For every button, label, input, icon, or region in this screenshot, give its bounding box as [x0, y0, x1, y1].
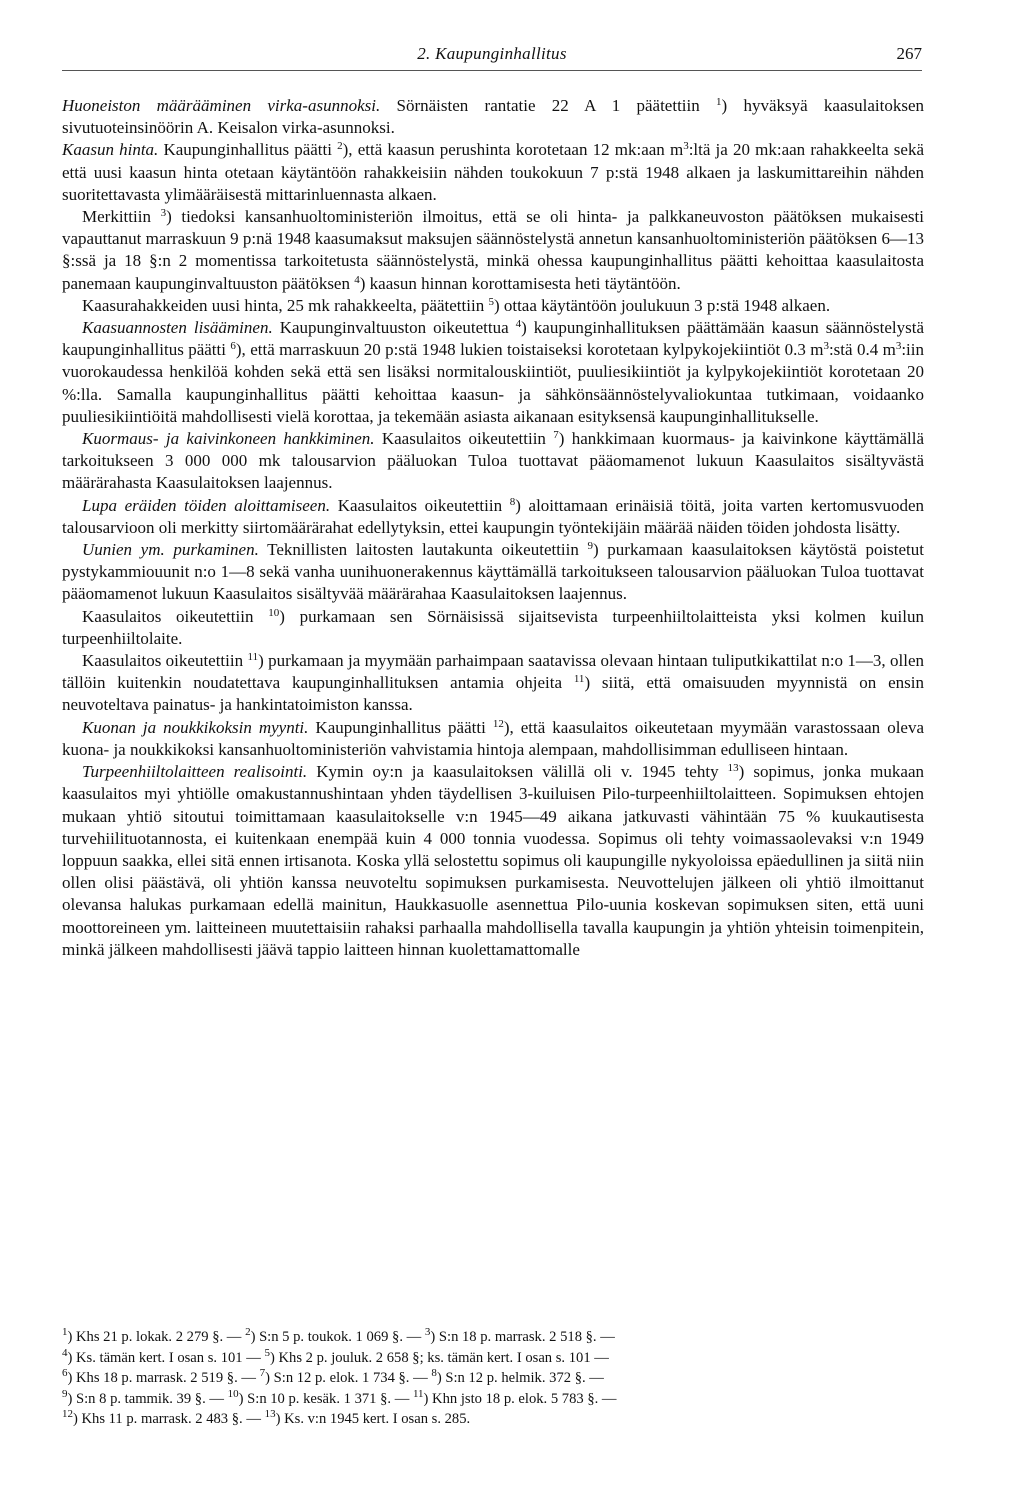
paragraph-text: ), että kaasun perushinta korotetaan 12 mk:aan m: [342, 140, 684, 160]
footnote-text: ) S:n 5 p. toukok. 1 069 §. —: [250, 1329, 425, 1345]
footnote-number: 6: [62, 1368, 68, 1380]
footnote-number: 9: [62, 1388, 68, 1400]
footnote-text: ) Khn jsto 18 p. elok. 5 783 §. —: [423, 1390, 617, 1407]
paragraph-heading: Kuormaus- ja kaivinkoneen hankkiminen.: [82, 429, 375, 449]
paragraph-text: ) hyväksyä kaasulaitoksen sivutuoteinsinöörin A. Keisalon virka-asunnoksi.: [62, 96, 925, 138]
footnote-number: 10: [227, 1388, 239, 1400]
footnote-ref: 4: [354, 273, 360, 286]
footnote-line: [62, 1368, 924, 1389]
paragraph-heading: Uunien ym. purkaminen.: [82, 540, 259, 560]
paragraph-text: :iin vuorokaudessa henkilöä kohden sekä että sen lisäksi normitalouskiintiöt, puuliesikiintiöt ja kylpykojekiintiöt korotetaan 20 %:lla. Samalla kaupunginhallitus päätti kehoittaa kaasun- ja sähkönsäännöstelyvaliokuntaa tutkimaan, voidaanko puuliesikiintiöitä mahdollisesti vielä korottaa, ja tekemään asiasta aikanaan esityksensä kaupunginhallitukselle.: [62, 340, 924, 426]
footnote-ref: 8: [509, 495, 516, 508]
paragraph-text: ) ottaa käytäntöön joulukuun 3 p:stä 1948 alkaen.: [493, 295, 831, 315]
footnote-number: 11: [412, 1388, 424, 1400]
footnote-ref: 11: [247, 651, 259, 664]
paragraph-text: :ltä ja 20 mk:aan rahakkeelta sekä että uusi kaasun hinta otetaan käytäntöön rahakkeisiin nähden toukokuun 7 p:stä 1948 alkaen ja laskumittareihin nähden suoritettavasta ylimääräisestä mittarinluennasta alkaen.: [62, 140, 925, 204]
paragraph-text: Kaupunginhallitus päätti: [158, 140, 338, 160]
paragraph-text: ) siitä, että omaisuuden myynnistä on ensin neuvoteltava painatus- ja hankintatoimiston kanssa.: [62, 673, 924, 715]
paragraph-text: ) purkamaan ja myymään parhaimpaan saatavissa olevaan hintaan tuliputkikattilat n:o 1—3, ollen tällöin kuitenkin noudatettava kaupunginhallituksen antamia ohjeita: [62, 651, 925, 693]
paragraph-text: Kaasurahakkeiden uusi hinta, 25 mk rahakkeelta, päätettiin: [82, 295, 489, 315]
footnote-line: [62, 1389, 924, 1410]
section-title: 2. Kaupunginhallitus: [417, 44, 567, 63]
footnote-line: [62, 1348, 924, 1369]
footnotes: [62, 1327, 924, 1430]
footnote-number: 1: [62, 1327, 68, 1338]
paragraph-text: Kaasulaitos oikeutettiin: [82, 606, 269, 626]
footnote-ref: 5: [488, 295, 494, 308]
footnote-text: ) S:n 18 p. marrask. 2 518 §. —: [430, 1329, 615, 1345]
paragraph-text: Kaasulaitos oikeutettiin: [82, 651, 248, 671]
footnote-line: [62, 1327, 924, 1348]
paragraph-text: Merkittiin: [82, 207, 161, 227]
paragraph: [62, 606, 924, 650]
paragraph-text: Teknillisten laitosten lautakunta oikeutettiin: [258, 540, 588, 560]
paragraph: [62, 295, 924, 317]
footnote-number: 12: [62, 1409, 73, 1421]
paragraph: [62, 206, 924, 295]
footnote-text: ) Khs 2 p. jouluk. 2 658 §; ks. tämän kert. I osan s. 101 —: [269, 1349, 609, 1366]
footnote-ref: 1: [716, 96, 722, 108]
paragraph-text: ) hankkimaan kuormaus- ja kaivinkone käyttämällä tarkoitukseen 3 000 000 mk talousarvion pääluokan Tuloa tuottavat pääomamenot lukuun Kaasulaitos sisältyvästä määrärahasta Kaasulaitoksen laajennus.: [62, 429, 924, 493]
footnote-ref: 7: [553, 429, 559, 442]
footnote-ref: 11: [573, 673, 585, 686]
paragraph-text: ) kaasun hinnan korottamisesta heti täytäntöön.: [359, 273, 681, 293]
paragraph-text: Kaasulaitos oikeutettiin: [374, 429, 554, 449]
paragraph: [62, 495, 924, 539]
footnote-ref: 6: [230, 340, 236, 353]
paragraph-text: Kymin oy:n ja kaasulaitoksen välillä oli v. 1945 tehty: [307, 762, 728, 782]
unit-superscript: 3: [683, 140, 689, 153]
footnote-line: [62, 1409, 924, 1430]
footnote-ref: 2: [337, 140, 343, 153]
footnote-text: ) Ks. v:n 1945 kert. I osan s. 285.: [275, 1411, 471, 1428]
paragraph: [62, 650, 924, 717]
paragraph-text: ) kaupunginhallituksen päättämään kaasun säännöstelystä kaupunginhallitus päätti: [62, 318, 924, 360]
footnote-number: 7: [259, 1368, 266, 1380]
paragraph-text: Kaupunginvaltuuston oikeutettua: [272, 318, 516, 338]
footnote-ref: 10: [268, 606, 280, 619]
paragraph-text: Kaasulaitos oikeutettiin: [330, 495, 510, 515]
running-header: [62, 44, 922, 71]
paragraph: [62, 428, 924, 495]
footnote-ref: 3: [160, 207, 167, 220]
paragraph-text: Kaupunginhallitus päätti: [308, 717, 493, 737]
paragraph: [62, 539, 924, 606]
footnote-number: 3: [424, 1327, 431, 1338]
footnote-text: ) S:n 8 p. tammik. 39 §. —: [67, 1390, 228, 1407]
paragraph-heading: Lupa eräiden töiden aloittamiseen.: [82, 495, 331, 515]
paragraph-text: ), että kaasulaitos oikeutetaan myymään varastossaan oleva kuona- ja noukkikoksi kansanhuoltoministeriön vahvistamia hintoja alempaan, mahdollisimman edulliseen hintaan.: [62, 717, 925, 759]
footnote-ref: 13: [727, 762, 739, 775]
footnote-text: ) S:n 12 p. helmik. 372 §. —: [436, 1370, 604, 1387]
paragraph-text: :stä 0.4 m: [828, 340, 896, 360]
footnote-number: 13: [264, 1409, 276, 1421]
paragraph-heading: Huoneiston määrääminen virka-asunnoksi.: [62, 96, 381, 115]
unit-superscript: 3: [895, 340, 902, 353]
paragraph: [62, 139, 924, 206]
footnote-text: ) S:n 12 p. elok. 1 734 §. —: [265, 1370, 432, 1387]
paragraph-text: ) sopimus, jonka mukaan kaasulaitos myi yhtiölle omakustannushintaan yhden täydellisen 3-kuiluisen Pilo-turpeenhiiltolaitteen. Sopimuksen ehtojen mukaan yhtiö sitoutui toimittamaan kaasulaitokselle v:n 1945—49 aikana jatkuvasti vähintään 75 % kuukautisesta turvehiilituotannosta, ei kuitenkaan enempää kuin 4 000 tonnia vuodessa. Sopimus oli tehty voimassaolevaksi v:n 1949 loppuun saakka, ellei sitä ennen irtisanota. Koska yllä selostettu sopimus oli kaupungille nykyoloissa epäedullinen ja siitä niin ollen olisi päästävä, oli yhtiön kanssa neuvoteltu sopimuksen purkamisesta. Neuvottelujen jälkeen oli yhtiö ilmoittanut olevansa halukas purkamaan edellä mainitun, Haukkasuolle asennettua Pilo-uunia koskevan sopimuksen siten, että uuni moottoreineen ym. laitteineen muutettaisiin rahaksi parhaalla mahdollisella tavalla kaupungin ja yhtiön yhteisin toimenpitein, minkä jälkeen mahdollisesti jäävä tappio laitteen hinnan kuolettamattomalle: [62, 762, 924, 959]
footnote-ref: 9: [587, 540, 594, 553]
body-text: [62, 95, 924, 961]
footnote-ref: 4: [515, 318, 522, 331]
footnote-number: 4: [62, 1347, 68, 1359]
paragraph-heading: Turpeenhiiltolaitteen realisointi.: [82, 762, 308, 782]
paragraph-text: ) tiedoksi kansanhuoltoministeriön ilmoitus, että se oli hinta- ja palkkaneuvoston päätöksen mukaisesti vapauttanut marraskuun 9 p:nä 1948 kaasumaksut maksujen säännöstelystä annetun kansanhuoltoministeriön päätöksen 6—13 §:ssä ja 18 §:n 2 momentissa tarkoitetusta säännöstelystä, minkä ohessa kaupunginhallitus päätti kehoittaa kaasulaitosta panemaan kaupunginvaltuuston päätöksen: [62, 207, 924, 293]
paragraph: [62, 717, 924, 761]
paragraph-text: ), että marraskuun 20 p:stä 1948 lukien toistaiseksi korotetaan kylpykojekiintiöt 0.3 m: [235, 340, 824, 360]
unit-superscript: 3: [823, 340, 829, 353]
footnote-text: ) S:n 10 p. kesäk. 1 371 §. —: [238, 1390, 413, 1407]
paragraph: [62, 317, 924, 428]
paragraph-text: Sörnäisten rantatie 22 A 1 päätettiin: [380, 96, 717, 115]
footnote-text: ) Khs 11 p. marrask. 2 483 §. —: [73, 1411, 265, 1428]
paragraph: [62, 95, 924, 139]
footnote-number: 5: [264, 1347, 270, 1359]
footnote-number: 2: [245, 1327, 251, 1338]
footnote-ref: 12: [492, 717, 504, 730]
paragraph-heading: Kaasuannosten lisääminen.: [82, 318, 273, 338]
paragraph-text: ) purkamaan sen Sörnäisissä sijaitsevista turpeenhiiltolaitteista yksi kolmen kuilun turpeenhiiltolaite.: [62, 606, 924, 648]
footnote-number: 8: [431, 1368, 437, 1380]
footnote-text: ) Ks. tämän kert. I osan s. 101 —: [67, 1349, 265, 1366]
paragraph-heading: Kaasun hinta.: [62, 140, 159, 160]
footnote-text: ) Khs 18 p. marrask. 2 519 §. —: [67, 1370, 260, 1387]
footnote-text: ) Khs 21 p. lokak. 2 279 §. —: [67, 1329, 246, 1345]
page-number: 267: [896, 44, 922, 63]
paragraph-text: ) aloittamaan erinäisiä töitä, joita varten kertomusvuoden talousarvioon oli merkitty siirtomäärärahat edellytyksin, ettei kaupungin työntekijäin määrää näiden töiden johdosta lisätty.: [62, 495, 924, 537]
paragraph-heading: Kuonan ja noukkikoksin myynti.: [82, 717, 309, 737]
paragraph: [62, 761, 924, 961]
paragraph-text: ) purkamaan kaasulaitoksen käytöstä poistetut pystykammiouunit n:o 1—8 sekä vanha uunihuonerakennus käyttämällä tarkoitukseen talousarvion pääluokan Tuloa tuottavat pääomamenot lukuun Kaasulaitos sisältyvää määrärahaa Kaasulaitoksen laajennus.: [62, 540, 924, 604]
